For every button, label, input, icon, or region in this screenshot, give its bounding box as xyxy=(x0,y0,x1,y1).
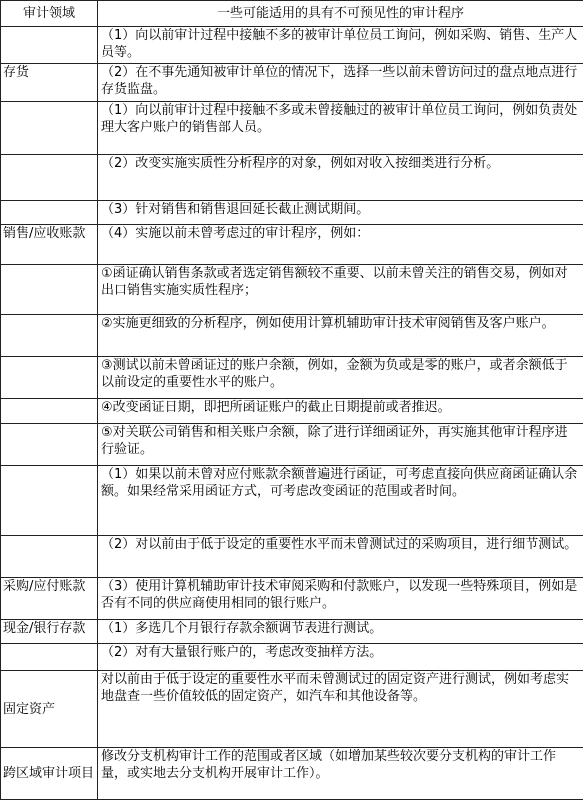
row-procedure-cell: （1）向以前审计过程中接触不多或未曾接触过的被审计单位员工询问，例如负责处理大客户账户的销售部人员。 xyxy=(98,102,583,154)
row-area-cell: 存货 xyxy=(1,64,98,102)
row-procedure-cell: 对以前由于低于设定的重要性水平而未曾测试过的固定资产进行测试，例如考虑实地盘查一些价值较低的固定资产，如汽车和其他设备等。 xyxy=(98,671,583,747)
row-procedure-cell: （3）使用计算机辅助审计技术审阅采购和付款账户，以发现一些特殊项目，例如是否有不同的供应商使用相同的银行账户。 xyxy=(98,578,583,620)
row-procedure-cell: ②实施更细致的分析程序，例如使用计算机辅助审计技术审阅销售及客户账户。 xyxy=(98,315,583,357)
row-procedure-cell: （2）在不事先通知被审计单位的情况下，选择一些以前未曾访问过的盘点地点进行存货监盘。 xyxy=(98,64,583,102)
row-procedure-cell: ③测试以前未曾函证过的账户余额，例如，金额为负或是零的账户，或者余额低于以前设定的重要性水平的账户。 xyxy=(98,357,583,399)
row-area-cell xyxy=(1,264,98,314)
row-procedure-cell: （2）对以前由于低于设定的重要性水平而未曾测试过的采购项目，进行细节测试。 xyxy=(98,535,583,577)
row-procedure-cell: （1）多选几个月银行存款余额调节表进行测试。 xyxy=(98,620,583,644)
row-area-cell xyxy=(1,27,98,64)
row-area-cell xyxy=(1,423,98,465)
row-area-cell xyxy=(1,535,98,577)
row-area-cell xyxy=(1,465,98,535)
row-area-cell xyxy=(1,399,98,423)
table-header-row xyxy=(1,1,583,27)
row-area-cell: 现金/银行存款 xyxy=(1,620,98,644)
row-area-cell: 跨区域审计项目 xyxy=(1,747,98,799)
table-row xyxy=(1,644,583,671)
table-row xyxy=(1,154,583,200)
row-area-cell xyxy=(1,357,98,399)
row-procedure-cell: ④改变函证日期，即把所函证账户的截止日期提前或者推迟。 xyxy=(98,399,583,423)
row-procedure-cell: 修改分支机构审计工作的范围或者区域（如增加某些较次要分支机构的审计工作量，或实地去分支机构开展审计工作）。 xyxy=(98,747,583,799)
table-row xyxy=(1,671,583,747)
row-area-cell: 采购/应付账款 xyxy=(1,578,98,620)
row-procedure-cell: ①函证确认销售条款或者选定销售额较不重要、以前未曾关注的销售交易，例如对出口销售实施实质性程序； xyxy=(98,264,583,314)
table-row xyxy=(1,465,583,535)
row-area-cell: 固定资产 xyxy=(1,671,98,747)
table-row xyxy=(1,224,583,264)
row-area-cell: 销售/应收账款 xyxy=(1,224,98,264)
table-row xyxy=(1,264,583,314)
table-row xyxy=(1,200,583,224)
row-procedure-cell: ⑤对关联公司销售和相关账户余额，除了进行详细函证外，再实施其他审计程序进行验证。 xyxy=(98,423,583,465)
row-area-cell xyxy=(1,315,98,357)
header-procedure: 一些可能适用的具有不可预见性的审计程序 xyxy=(98,1,583,27)
row-area-cell xyxy=(1,102,98,154)
row-area-cell xyxy=(1,200,98,224)
row-area-cell xyxy=(1,154,98,200)
table-row xyxy=(1,64,583,102)
row-area-cell xyxy=(1,644,98,671)
table-row xyxy=(1,357,583,399)
table-row xyxy=(1,578,583,620)
header-audit-area: 审计领域 xyxy=(1,1,98,27)
row-procedure-cell: （2）对有大量银行账户的，考虑改变抽样方法。 xyxy=(98,644,583,671)
row-procedure-cell: （1）向以前审计过程中接触不多的被审计单位员工询问，例如采购、销售、生产人员等。 xyxy=(98,27,583,64)
table-row xyxy=(1,535,583,577)
table-row xyxy=(1,27,583,64)
row-procedure-cell: （4）实施以前未曾考虑过的审计程序，例如： xyxy=(98,224,583,264)
table-row xyxy=(1,747,583,799)
row-procedure-cell: （2）改变实施实质性分析程序的对象，例如对收入按细类进行分析。 xyxy=(98,154,583,200)
table-row xyxy=(1,315,583,357)
row-procedure-cell: （3）针对销售和销售退回延长截止测试期间。 xyxy=(98,200,583,224)
table-row xyxy=(1,423,583,465)
table-row xyxy=(1,102,583,154)
table-row xyxy=(1,399,583,423)
row-procedure-cell: （1）如果以前未曾对应付账款余额普遍进行函证，可考虑直接向供应商函证确认余额。如果经常采用函证方式，可考虑改变函证的范围或者时间。 xyxy=(98,465,583,535)
table-row xyxy=(1,620,583,644)
